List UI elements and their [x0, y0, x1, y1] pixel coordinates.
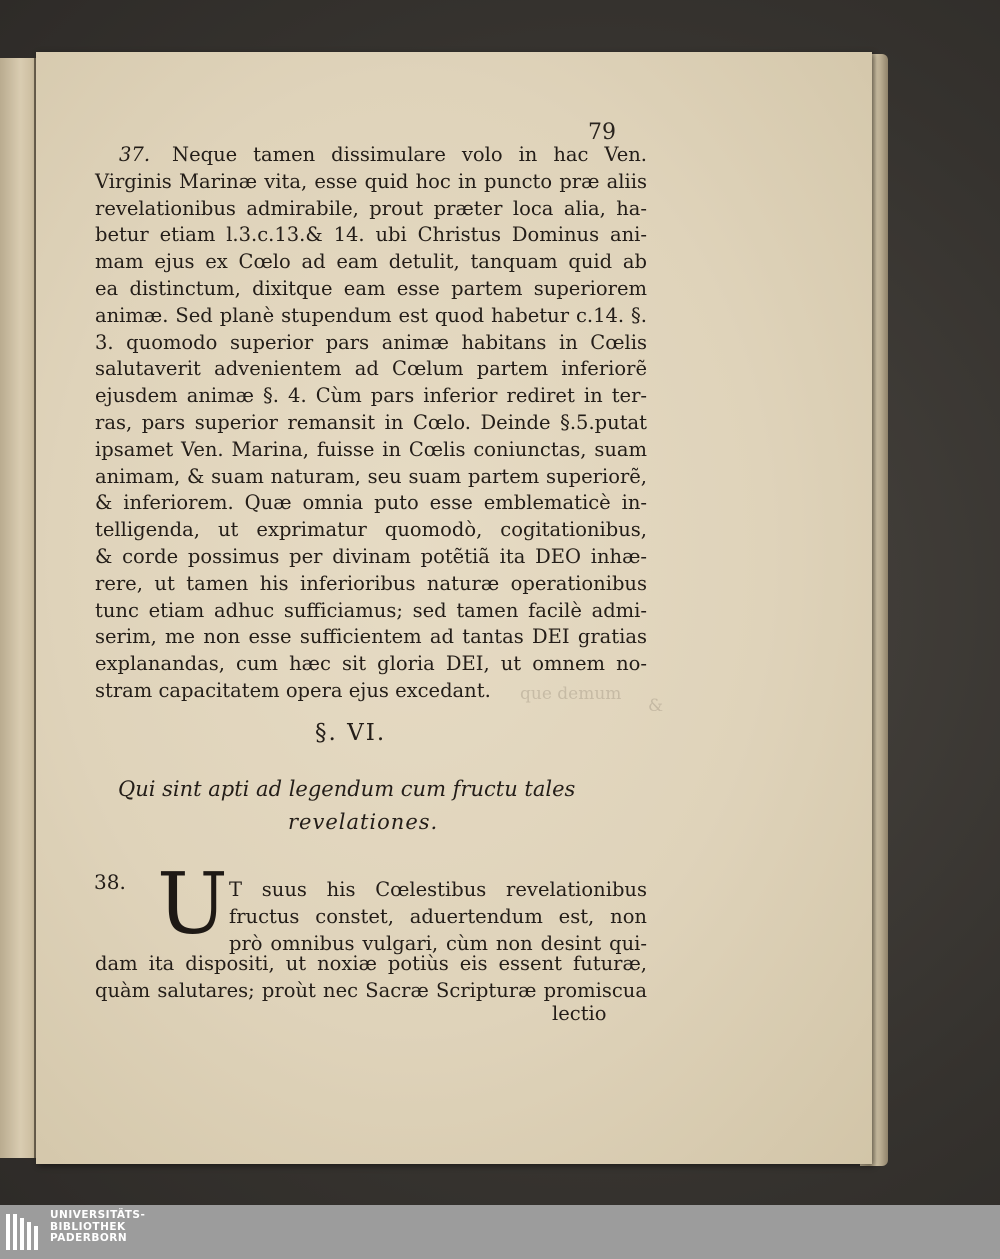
- text-line: stram capacitatem opera ejus excedant.: [95, 678, 491, 702]
- section-title-line-2: revelationes.: [288, 810, 439, 834]
- text-line: & inferiorem. Quæ omnia puto esse emblematicè in-: [95, 491, 647, 515]
- show-through-text: &: [648, 696, 664, 716]
- text-line: 3. quomodo superior pars animæ habitans in Cœlis: [95, 330, 647, 354]
- text-line: explanandas, cum hæc sit gloria DEI, ut omnem no-: [95, 652, 647, 676]
- text-line: ipsamet Ven. Marina, fuisse in Cœlis coniunctas, suam: [95, 437, 647, 461]
- section-heading: §. VI.: [315, 720, 387, 746]
- facing-page-edge: [0, 58, 36, 1158]
- library-logo-icon: [4, 1212, 44, 1252]
- library-name-line-2: BIBLIOTHEK: [50, 1220, 126, 1233]
- library-name-line-3: PADERBORN: [50, 1232, 128, 1244]
- text-line: ea distinctum, dixitque eam esse partem superiorem: [95, 276, 647, 300]
- page-number: 79: [588, 120, 616, 145]
- text-line: animæ. Sed planè stupendum est quod habetur c.14. §.: [95, 303, 647, 327]
- text-line: ejusdem animæ §. 4. Cùm pars inferior rediret in ter-: [95, 384, 647, 408]
- text-line: telligenda, ut exprimatur quomodò, cogitationibus,: [95, 518, 647, 542]
- paragraph-38-body: [95, 950, 647, 1004]
- catchword: lectio: [552, 1002, 607, 1025]
- paragraph-number-38: 38.: [94, 870, 126, 894]
- text-line: & corde possimus per divinam potẽtiã ita DEO inhæ-: [95, 544, 647, 568]
- text-line: dam ita dispositi, ut noxiæ potiùs eis essent futuræ,: [95, 952, 647, 975]
- footer-bar: [0, 1205, 1000, 1259]
- text-line: ras, pars superior remansit in Cœlo. Deinde §.5.putat: [95, 410, 647, 434]
- text-line: fructus constet, aduertendum est, non: [229, 905, 647, 928]
- paragraph-number-37: 37.: [119, 143, 151, 166]
- text-line: animam, & suam naturam, seu suam partem superiorẽ,: [95, 464, 647, 488]
- paragraph-37: [95, 142, 647, 705]
- library-name: [50, 1210, 145, 1245]
- text-line: tunc etiam adhuc sufficiamus; sed tamen facilè admi-: [95, 598, 647, 622]
- paragraph-38-indented: [229, 876, 647, 957]
- text-line: mam ejus ex Cœlo ad eam detulit, tanquam quid ab: [95, 250, 647, 274]
- text-line: 37. Neque tamen dissimulare volo in hac Ven.: [119, 143, 647, 166]
- text-line: T suus his Cœlestibus revelationibus: [229, 878, 647, 901]
- text-line: revelationibus admirabile, prout præter loca alia, ha-: [95, 196, 647, 220]
- text-line: rere, ut tamen his inferioribus naturæ operationibus: [95, 571, 647, 595]
- section-title-line-1: Qui sint apti ad legendum cum fructu tales: [118, 777, 576, 801]
- drop-cap-initial: U: [157, 855, 228, 953]
- text-line: prò omnibus vulgari, cùm non desint qui-: [229, 932, 647, 955]
- text-line: salutaverit advenientem ad Cœlum partem inferiorẽ: [95, 357, 647, 381]
- text-line: serim, me non esse sufficientem ad tantas DEI gratias: [95, 625, 647, 649]
- text-line: quàm salutares; proùt nec Sacræ Scripturæ promiscua: [95, 979, 647, 1002]
- text-line: Virginis Marinæ vita, esse quid hoc in puncto præ aliis: [95, 169, 647, 193]
- text-line: betur etiam l.3.c.13.& 14. ubi Christus Dominus ani-: [95, 223, 647, 247]
- show-through-text: que demum: [520, 684, 622, 704]
- library-name-line-1: UNIVERSITÄTS-: [50, 1209, 146, 1221]
